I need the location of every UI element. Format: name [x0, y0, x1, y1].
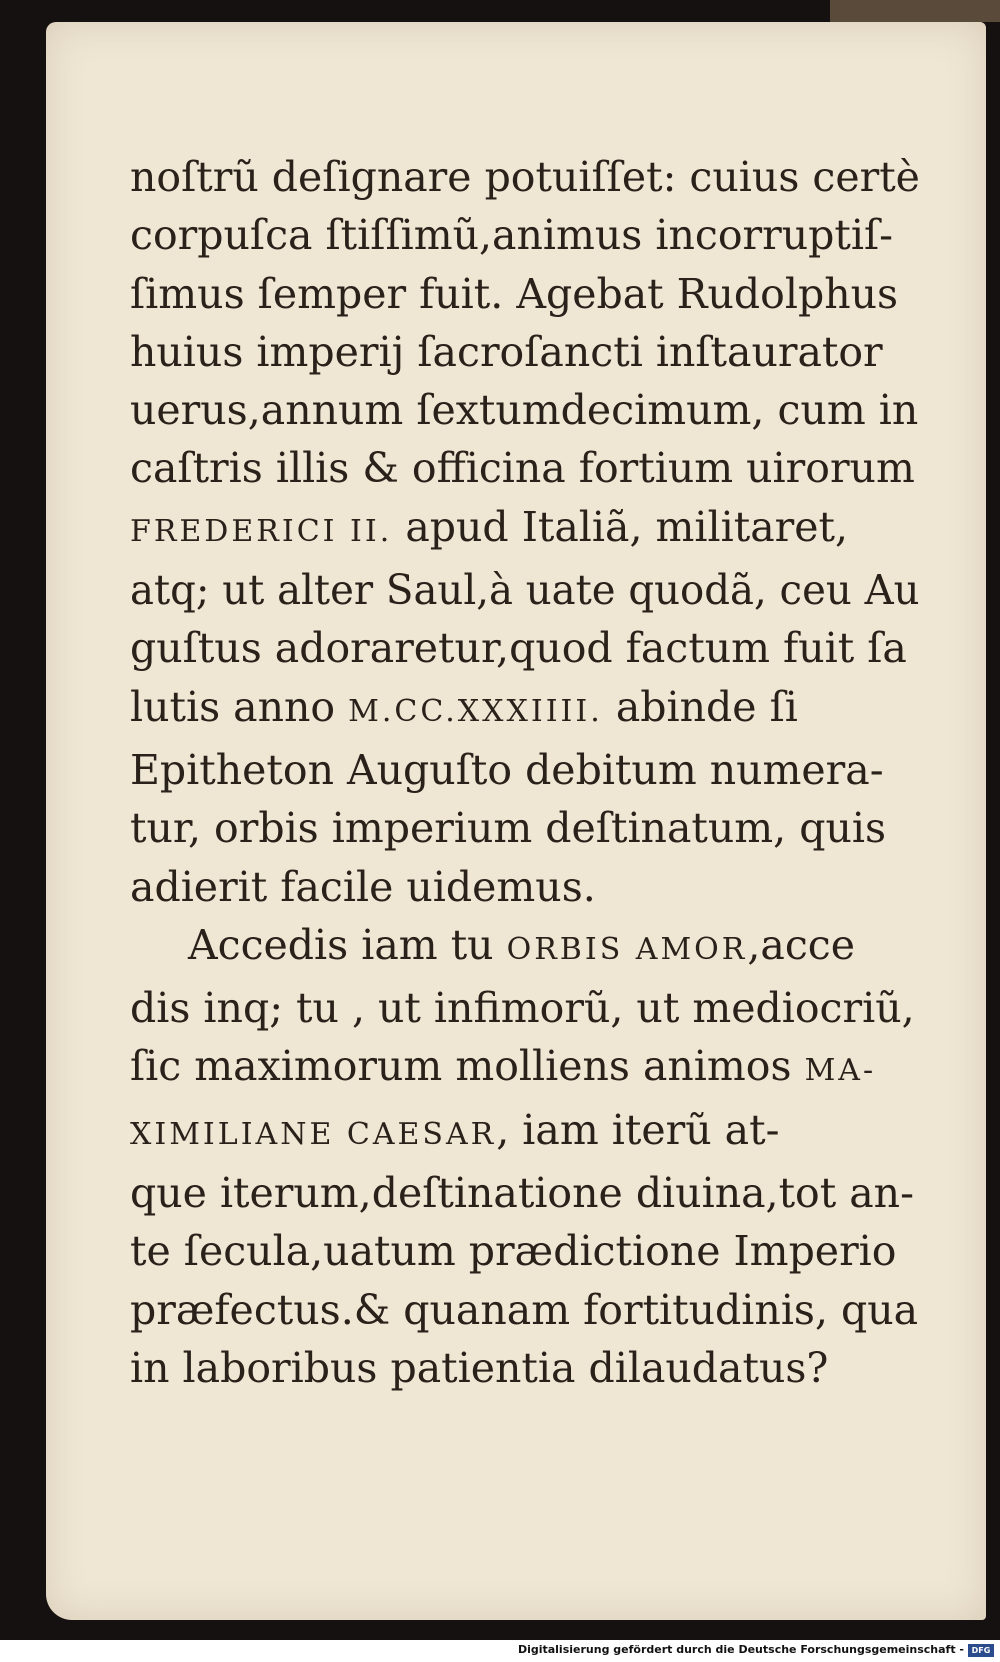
text-line: Epitheton Auguſto debitum numera- — [130, 745, 884, 794]
text-line: noſtrũ deſignare potuiſſet: cuius certè — [130, 153, 920, 201]
text-line — [130, 1101, 920, 1164]
text-segment: ,acce — [747, 920, 856, 969]
text-line: corpuſca ſtiſſimũ,animus incorruptiſ- — [130, 211, 894, 260]
text-line — [130, 1037, 920, 1100]
text-line: tur, orbis imperium deſtinatum, quis — [130, 804, 887, 853]
text-line: te ſecula,uatum prædictione Imperio — [130, 1227, 897, 1276]
text-line: præfectus.& quanam fortitudinis, qua — [130, 1285, 919, 1334]
small-caps-name: MA- — [804, 1053, 877, 1089]
text-segment: Accedis iam tu — [188, 920, 507, 969]
text-line: atq; ut alter Saul,à uate quodã, ceu Au — [130, 566, 920, 615]
text-line: guſtus adoraretur,quod factum fuit ſa — [130, 624, 907, 673]
text-segment: lutis anno — [130, 682, 349, 731]
text-line — [130, 498, 920, 561]
text-line: adierit facile uidemus. — [130, 862, 596, 911]
text-line: uerus,annum ſextumdecimum, cum in — [130, 386, 919, 435]
book-page — [46, 22, 986, 1620]
small-caps-phrase: ORBIS AMOR — [506, 931, 748, 967]
text-segment: apud Italiã, militaret, — [392, 502, 849, 551]
text-line: dis inq; tu , ut infimorũ, ut mediocriũ, — [130, 984, 915, 1033]
text-line: huius imperij ſacroſancti inſtaurator — [130, 327, 883, 376]
funding-notice: Digitalisierung gefördert durch die Deutsche Forschungsgemeinschaft - — [517, 1643, 964, 1656]
text-line: caſtris illis & officina fortium uirorum — [130, 444, 915, 493]
page-text — [130, 148, 920, 1397]
text-line: in laboribus patientia dilaudatus? — [130, 1343, 829, 1392]
small-caps-name: XIMILIANE CAESAR — [130, 1116, 497, 1152]
small-caps-year: M.CC.XXXIIII. — [348, 693, 603, 729]
text-segment: ſic maximorum molliens animos — [130, 1042, 805, 1091]
book-spine-edge — [830, 0, 1000, 22]
dfg-logo: DFG — [968, 1644, 994, 1657]
text-segment: , iam iterũ at- — [496, 1105, 780, 1154]
text-segment: abinde ſi — [602, 682, 798, 731]
text-line: ſimus ſemper fuit. Agebat Rudolphus — [130, 269, 899, 318]
text-line — [130, 678, 920, 741]
text-line: que iterum,deſtinatione diuina,tot an- — [130, 1169, 914, 1218]
text-line — [130, 916, 920, 979]
digitization-footer — [0, 1640, 1000, 1662]
small-caps-name: FREDERICI II. — [130, 513, 393, 549]
